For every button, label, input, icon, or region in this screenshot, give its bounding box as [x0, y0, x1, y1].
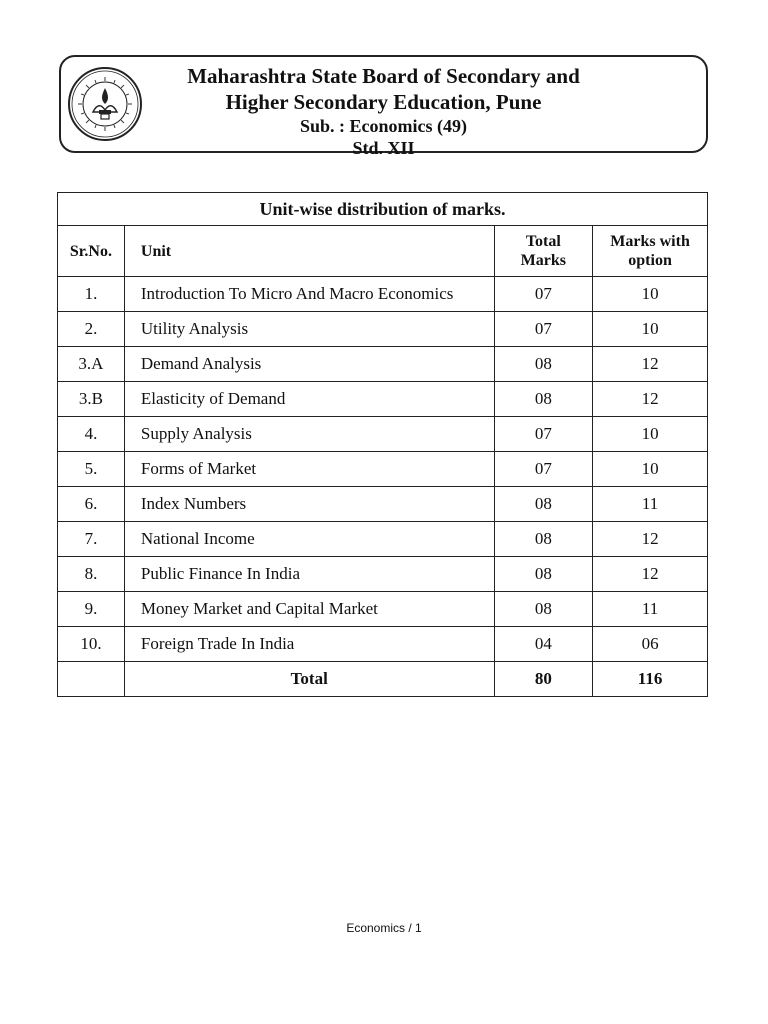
header-sr-no: Sr.No.: [58, 226, 125, 277]
row-total-marks: 08: [494, 382, 593, 417]
table-row: [58, 557, 708, 592]
row-sr-no: 5.: [58, 452, 125, 487]
row-unit-name: Forms of Market: [124, 452, 494, 487]
subject-line: Sub. : Economics (49): [299, 116, 467, 136]
row-unit-name: Utility Analysis: [124, 312, 494, 347]
row-marks-with-option: 10: [593, 417, 708, 452]
row-sr-no: 3.A: [58, 347, 125, 382]
row-unit-name: Supply Analysis: [124, 417, 494, 452]
table-caption-row: [58, 193, 708, 226]
table-row: [58, 417, 708, 452]
row-total-marks: 08: [494, 592, 593, 627]
header-option-line-1: Marks with: [610, 233, 690, 250]
row-total-marks: 08: [494, 522, 593, 557]
row-total-marks: 07: [494, 312, 593, 347]
row-sr-no: 2.: [58, 312, 125, 347]
row-total-marks: 07: [494, 277, 593, 312]
row-total-marks: 04: [494, 627, 593, 662]
row-marks-with-option: 10: [593, 452, 708, 487]
total-label: Total: [124, 662, 494, 697]
row-marks-with-option: 12: [593, 557, 708, 592]
row-unit-name: Money Market and Capital Market: [124, 592, 494, 627]
row-unit-name: National Income: [124, 522, 494, 557]
table-row: [58, 382, 708, 417]
row-marks-with-option: 11: [593, 592, 708, 627]
table-row: [58, 277, 708, 312]
table-body: [58, 277, 708, 662]
table-row: [58, 522, 708, 557]
board-name-line-2: Higher Secondary Education, Pune: [225, 90, 542, 114]
row-sr-no: 7.: [58, 522, 125, 557]
header-unit: Unit: [124, 226, 494, 277]
table-row: [58, 312, 708, 347]
table-total-row: [58, 662, 708, 697]
row-sr-no: 9.: [58, 592, 125, 627]
row-marks-with-option: 06: [593, 627, 708, 662]
header-total-marks: [494, 226, 593, 277]
page-footer: Economics / 1: [346, 921, 422, 935]
table-row: [58, 627, 708, 662]
row-unit-name: Demand Analysis: [124, 347, 494, 382]
header-marks-with-option: [593, 226, 708, 277]
standard-line: Std. XII: [352, 138, 415, 158]
table-caption: Unit-wise distribution of marks.: [58, 193, 708, 226]
row-marks-with-option: 12: [593, 347, 708, 382]
total-marks-sum: 80: [494, 662, 593, 697]
header-box: [59, 55, 708, 158]
header-text: [61, 63, 706, 159]
table-header-row: [58, 226, 708, 277]
table-row: [58, 347, 708, 382]
row-sr-no: 10.: [58, 627, 125, 662]
row-unit-name: Elasticity of Demand: [124, 382, 494, 417]
row-marks-with-option: 11: [593, 487, 708, 522]
row-marks-with-option: 10: [593, 277, 708, 312]
board-name-line-1: Maharashtra State Board of Secondary and: [187, 64, 580, 88]
row-total-marks: 08: [494, 347, 593, 382]
marks-distribution-table: [57, 192, 708, 697]
row-sr-no: 6.: [58, 487, 125, 522]
total-option-sum: 116: [593, 662, 708, 697]
row-total-marks: 07: [494, 417, 593, 452]
header-total-line-2: Marks: [520, 252, 566, 269]
table-row: [58, 487, 708, 522]
total-row-empty-cell: [58, 662, 125, 697]
table-row: [58, 452, 708, 487]
row-sr-no: 8.: [58, 557, 125, 592]
row-unit-name: Index Numbers: [124, 487, 494, 522]
header-option-line-2: option: [628, 252, 672, 269]
row-marks-with-option: 12: [593, 382, 708, 417]
row-sr-no: 3.B: [58, 382, 125, 417]
header-total-line-1: Total: [525, 233, 561, 250]
row-sr-no: 4.: [58, 417, 125, 452]
row-marks-with-option: 12: [593, 522, 708, 557]
row-sr-no: 1.: [58, 277, 125, 312]
table-row: [58, 592, 708, 627]
row-total-marks: 07: [494, 452, 593, 487]
row-unit-name: Public Finance In India: [124, 557, 494, 592]
row-total-marks: 08: [494, 487, 593, 522]
row-marks-with-option: 10: [593, 312, 708, 347]
row-total-marks: 08: [494, 557, 593, 592]
row-unit-name: Foreign Trade In India: [124, 627, 494, 662]
row-unit-name: Introduction To Micro And Macro Economics: [124, 277, 494, 312]
